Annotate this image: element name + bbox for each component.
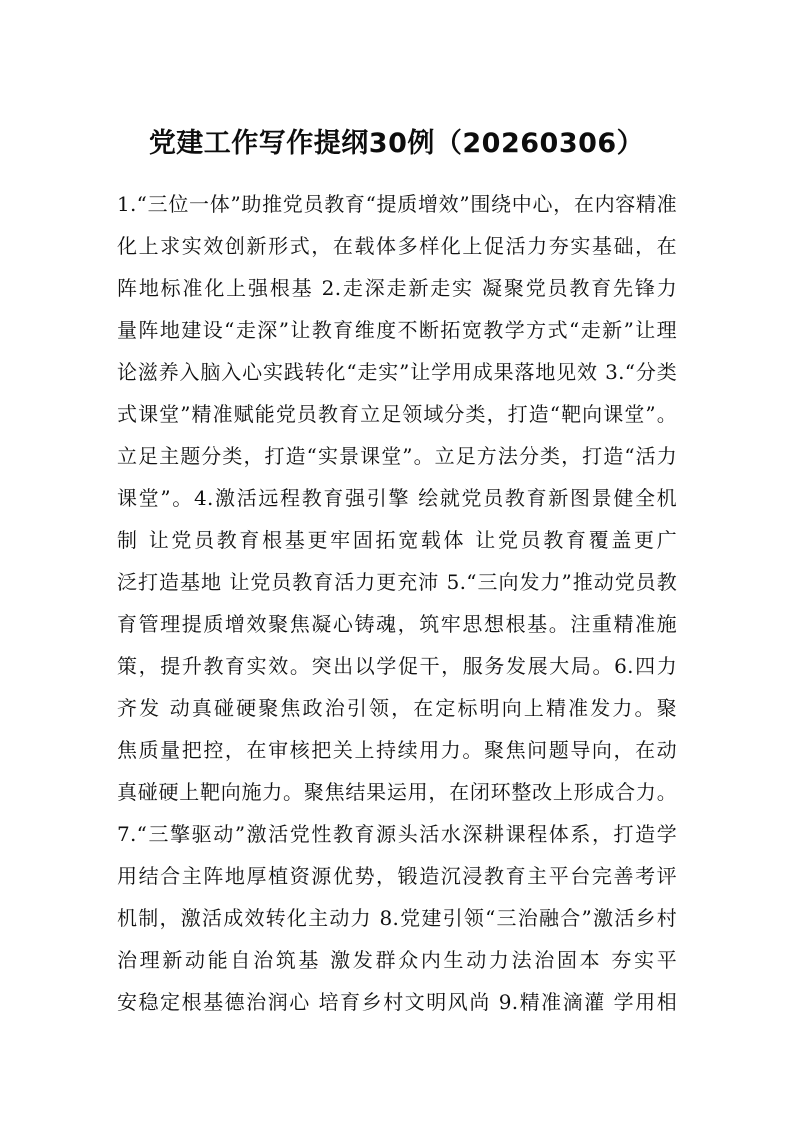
body-line-4: 量阵地建设“走深”让教育维度不断拓宽教学方式“走新”让理 xyxy=(117,318,677,342)
body-line-1: 1.“三位一体”助推党员教育“提质增效”围绕中心，在内容精准 xyxy=(117,192,677,216)
document-body xyxy=(117,183,677,1023)
body-line-15: 真碰硬上靶向施力。聚焦结果运用，在闭环整改上形成合力。 xyxy=(117,780,677,804)
body-line-5: 论滋养入脑入心实践转化“走实”让学用成果落地见效 3.“分类 xyxy=(117,360,677,384)
body-line-8: 课堂”。4.激活远程教育强引擎 绘就党员教育新图景健全机 xyxy=(117,486,677,510)
body-line-16: 7.“三擎驱动”激活党性教育源头活水深耕课程体系，打造学 xyxy=(117,822,677,846)
body-line-9: 制 让党员教育根基更牢固拓宽载体 让党员教育覆盖更广 xyxy=(117,528,677,552)
body-line-13: 齐发 动真碰硬聚焦政治引领，在定标明向上精准发力。聚 xyxy=(117,696,677,720)
body-line-3: 阵地标准化上强根基 2.走深走新走实 凝聚党员教育先锋力 xyxy=(117,276,677,300)
body-line-17: 用结合主阵地厚植资源优势，锻造沉浸教育主平台完善考评 xyxy=(117,864,677,888)
body-line-7: 立足主题分类，打造“实景课堂”。立足方法分类，打造“活力 xyxy=(117,444,677,468)
body-line-14: 焦质量把控，在审核把关上持续用力。聚焦问题导向，在动 xyxy=(117,738,677,762)
body-line-20: 安稳定根基德治润心 培育乡村文明风尚 9.精准滴灌 学用相 xyxy=(117,990,677,1014)
body-line-19: 治理新动能自治筑基 激发群众内生动力法治固本 夯实平 xyxy=(117,948,677,972)
body-line-11: 育管理提质增效聚焦凝心铸魂，筑牢思想根基。注重精准施 xyxy=(117,612,677,636)
body-line-18: 机制，激活成效转化主动力 8.党建引领“三治融合”激活乡村 xyxy=(117,906,677,930)
body-line-6: 式课堂”精准赋能党员教育立足领域分类，打造“靶向课堂”。 xyxy=(117,402,677,426)
body-line-2: 化上求实效创新形式，在载体多样化上促活力夯实基础，在 xyxy=(117,234,677,258)
document-title: 党建工作写作提纲30例（20260306） xyxy=(148,128,645,159)
body-line-12: 策，提升教育实效。突出以学促干，服务发展大局。6.四力 xyxy=(117,654,677,678)
body-line-10: 泛打造基地 让党员教育活力更充沛 5.“三向发力”推动党员教 xyxy=(117,570,677,594)
